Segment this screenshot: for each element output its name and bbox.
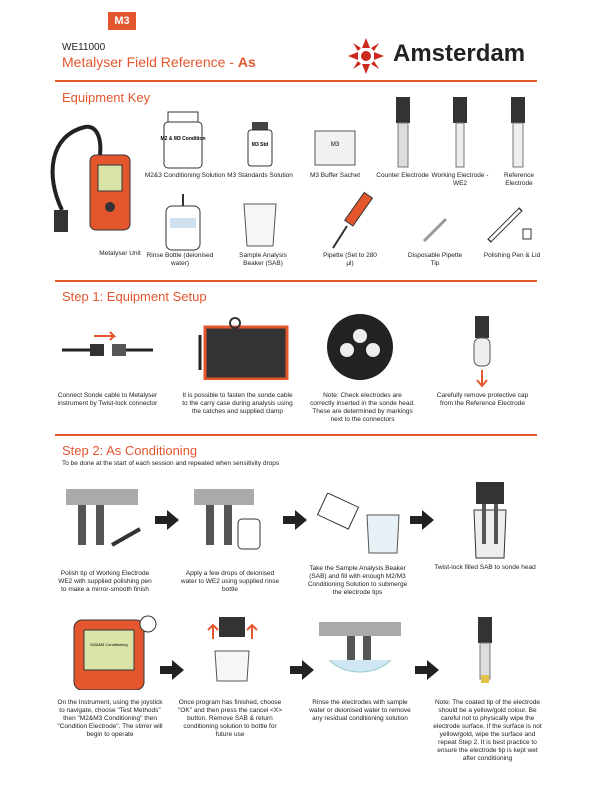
amsterdam-logo-icon [346, 36, 386, 76]
step1-caption: Connect Sonde cable to Metalyser instrument by Twist-lock connector [57, 392, 158, 407]
counter-electrode-icon [388, 95, 418, 170]
step1-caption: It is possible to fasten the sonde cable to the carry case during analysis using the catches and supplied clamp [182, 392, 293, 415]
metalyser-unit-icon [40, 115, 140, 245]
reference-electrode-icon [503, 95, 533, 170]
twist-lock-sab-icon [470, 480, 510, 562]
carry-case-icon [190, 315, 290, 380]
rinse-electrode-icon [190, 485, 270, 557]
step2-row2-caption: Note: The coated tip of the electrode should be a yellow/gold colour. Be careful not to physically wipe the electrode surface. If the surface is not yellow/gold, wipe the surface and repeat Step 2. It is best practice to ensure the electrode tip is kept wet after conditioning [433, 699, 542, 762]
sample-beaker-icon [240, 200, 280, 250]
polish-electrode-icon [62, 485, 142, 557]
divider [55, 80, 537, 82]
conditioning-bottle-icon [160, 110, 206, 170]
pipette-tip-icon [420, 215, 450, 245]
divider [55, 280, 537, 282]
buffer-sachet-icon [312, 128, 358, 168]
coated-electrode-icon [470, 615, 500, 685]
equipment-label: Counter Electrode [376, 172, 429, 179]
step2-row1-caption: Polish tip of Working Electrode WE2 with supplied polishing pen to make a mirror-smooth finish [58, 570, 152, 593]
equipment-label: M3 Standards Solution [227, 172, 293, 179]
equipment-label: Reference Electrode [504, 172, 534, 187]
section-heading-equipment: Equipment Key [62, 90, 151, 105]
polishing-pen-icon [485, 205, 535, 245]
equipment-label: Metalyser Unit [99, 250, 141, 257]
equipment-label: Disposable Pipette Tip [407, 252, 463, 267]
arrow-right-icon [283, 510, 307, 530]
bottle-label: M2 & M3 Condition [160, 136, 206, 142]
arrow-right-icon [155, 510, 179, 530]
screen-text: M2&M3 Conditioning [90, 642, 128, 647]
equipment-label: Sample Analysis Beaker (SAB) [239, 252, 287, 267]
bottle-label: M3 Std [251, 142, 269, 148]
sachet-label: M3 [330, 142, 340, 148]
arrow-right-icon [290, 660, 314, 680]
step2-row2-caption: Rinse the electrodes with sample water or deionised water to remove any residual conditioning solution [309, 699, 411, 722]
step2-intro: To be done at the start of each session and repeated when sensitivity drops [62, 460, 280, 467]
divider [55, 434, 537, 436]
twist-lock-connector-icon [60, 330, 155, 365]
step2-row2-caption: Once program has finished, choose "OK" and then press the cancel <X> button. Remove SAB & return conditioning solution to bottle for future use [178, 699, 282, 738]
section-heading-step1: Step 1: Equipment Setup [62, 289, 207, 304]
model-tag: M3 [108, 12, 136, 30]
section-heading-step2: Step 2: As Conditioning [62, 443, 198, 458]
step2-row1-caption: Twist-lock filled SAB to sonde head [434, 564, 536, 571]
arrow-right-icon [415, 660, 439, 680]
standards-bottle-icon [245, 120, 275, 168]
step2-row1-caption: Take the Sample Analysis Beaker (SAB) and fill with enough M2/M3 Conditioning Solution to submerge the electrode tips [307, 565, 408, 596]
step1-caption: Note: Check electrodes are correctly inserted in the sonde head. These are determined by markings next to the connectors [310, 392, 415, 423]
equipment-label: Pipette (Set to 280 µl) [323, 252, 377, 267]
equipment-label: M3 Buffer Sachet [309, 172, 361, 179]
equipment-label: M2&3 Conditioning Solution [144, 172, 226, 179]
page-title [62, 54, 256, 70]
brand-name: Amsterdam [393, 40, 526, 67]
sonde-head-icon [325, 312, 395, 382]
step2-row2-caption: On the Instrument, using the joystick to navigate, choose "Test Methods" then "M2&M3 Conditioning" then "Condition Electrode". The stirrer will begin to operate [57, 699, 163, 738]
working-electrode-icon [445, 95, 475, 170]
arrow-right-icon [410, 510, 434, 530]
equipment-label: Working Electrode - WE2 [431, 172, 489, 187]
title-bold: As [237, 54, 256, 70]
remove-sab-icon [205, 615, 260, 683]
equipment-label: Rinse Bottle (deionised water) [146, 252, 214, 267]
fill-beaker-icon [315, 493, 405, 558]
rinse-electrodes-icon [315, 620, 405, 682]
document-code: WE11000 [62, 42, 106, 53]
pipette-icon [325, 190, 380, 252]
step1-caption: Carefully remove protective cap from the Reference Electrode [436, 392, 529, 407]
rinse-bottle-icon [160, 192, 206, 252]
instrument-screen-icon [70, 612, 160, 690]
equipment-label: Polishing Pen & Lid [483, 252, 541, 259]
arrow-right-icon [160, 660, 184, 680]
title-main: Metalyser Field Reference - [62, 54, 238, 70]
reference-cap-removal-icon [470, 314, 494, 389]
step2-row1-caption: Apply a few drops of deionised water to WE2 using supplied rinse bottle [180, 570, 280, 593]
